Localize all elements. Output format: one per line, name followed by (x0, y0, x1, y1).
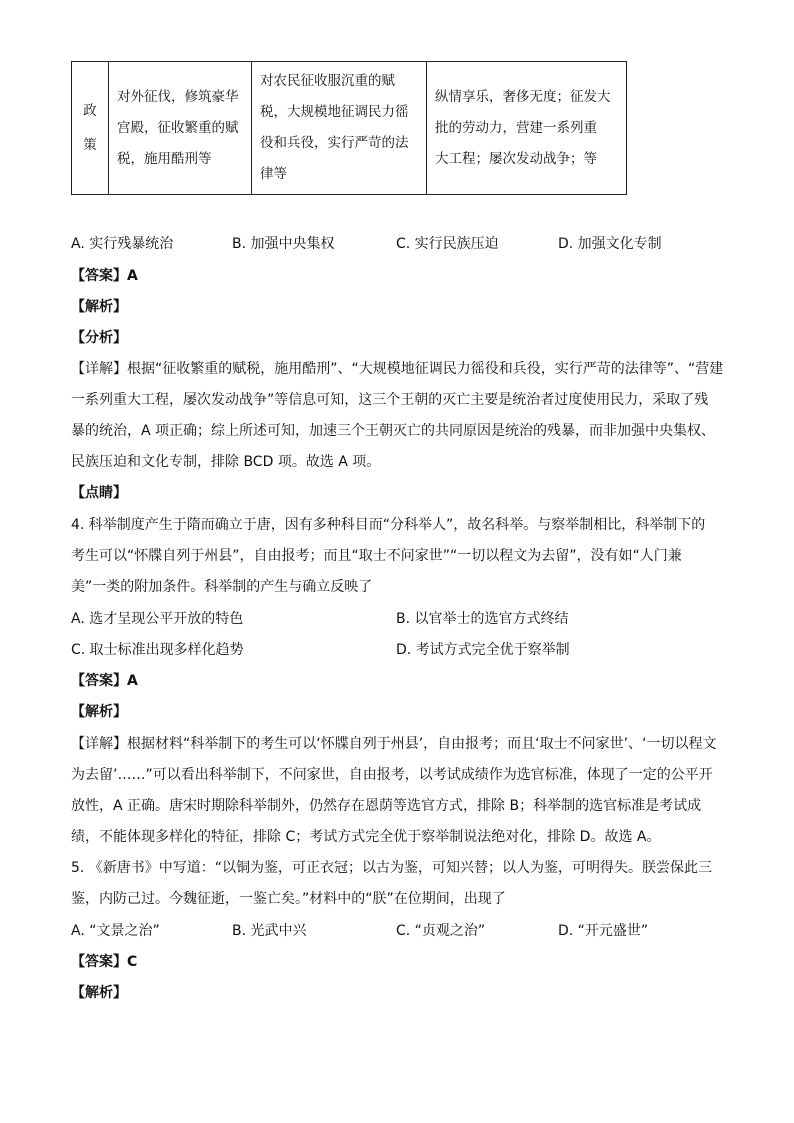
cell-line: 役和兵役，实行严苛的法 (260, 135, 409, 151)
header-char: 政 (83, 103, 97, 119)
q4-option-a: A. 选才呈现公平开放的特色 (71, 611, 244, 627)
cell-line: 对农民征收服沉重的赋 (260, 73, 395, 89)
q4-stem-line: 美”一类的附加条件。科举制的产生与确立反映了 (71, 579, 373, 595)
q5-option-b: B. 光武中兴 (232, 923, 307, 939)
cell-line: 宫殿，征收繁重的赋 (117, 119, 239, 136)
q3-detail-line: 民族压迫和文化专制，排除 BCD 项。故选 A 项。 (71, 454, 381, 470)
q5-option-c: C. “贞观之治” (396, 923, 486, 939)
q4-detail-line: 【详解】根据材料“科举制下的考生可以‘怀牒自列于州县’，自由报考；而且‘取士不问家世’、‘一切以程文 (71, 736, 717, 752)
q3-option-b: B. 加强中央集权 (232, 236, 335, 252)
table-cell (427, 62, 627, 195)
q5-answer: 【答案】C (71, 954, 138, 970)
q3-analysis-heading: 【解析】 (71, 299, 127, 315)
q3-option-c: C. 实行民族压迫 (396, 236, 499, 252)
q4-option-b: B. 以官举士的选官方式终结 (396, 611, 569, 627)
q5-stem-line: 鉴，内防己过。今魏征逝，一鉴亡矣。”材料中的“朕”在位期间，出现了 (71, 891, 506, 907)
cell-line: 税，大规模地征调民力徭 (260, 104, 409, 120)
q4-detail-line: 为去留’……”可以看出科举制下，不问家世，自由报考，以考试成绩作为选官标准，体现了一定的公平开 (71, 767, 713, 783)
table-header-cell (72, 62, 109, 195)
cell-line: 纵情享乐，奢侈无度；征发大 (435, 88, 611, 105)
cell-line: 大工程；屡次发动战争；等 (435, 150, 597, 167)
q3-option-a: A. 实行残暴统治 (71, 236, 174, 252)
policy-table (71, 61, 627, 195)
q3-dianjing-heading: 【点睛】 (71, 485, 127, 501)
q4-answer: 【答案】A (71, 673, 138, 689)
q4-stem-line: 4. 科举制度产生于隋而确立于唐，因有多种科目而“分科举人”，故名科举。与察举制相比，科举制下的 (71, 517, 706, 533)
cell-line: 批的劳动力，营建一系列重 (435, 119, 597, 136)
q4-analysis-heading: 【解析】 (71, 704, 127, 720)
table-row (72, 62, 627, 195)
q5-stem-line: 5. 《新唐书》中写道：“以铜为鉴，可正衣冠；以古为鉴，可知兴替；以人为鉴，可明得失。朕尝保此三 (71, 860, 713, 876)
q4-option-d: D. 考试方式完全优于察举制 (396, 642, 570, 658)
cell-line: 税，施用酷刑等 (117, 150, 212, 167)
cell-line: 对外征伐，修筑豪华 (117, 88, 239, 105)
cell-line: 律等 (260, 166, 287, 182)
q5-option-a: A. “文景之治” (71, 923, 160, 939)
q4-detail-line: 绩，不能体现多样化的特征，排除 C；考试方式完全优于察举制说法绝对化，排除 D。故选 A。 (71, 829, 661, 845)
q5-analysis-heading: 【解析】 (71, 985, 127, 1001)
q4-option-c: C. 取士标准出现多样化趋势 (71, 642, 244, 658)
table-cell (252, 62, 427, 195)
q4-detail-line: 放性，A 正确。唐宋时期除科举制外，仍然存在恩荫等选官方式，排除 B；科举制的选官标准是考试成 (71, 798, 702, 814)
q3-answer: 【答案】A (71, 268, 138, 284)
q3-fenxi-heading: 【分析】 (71, 330, 127, 346)
q3-detail-line: 一系列重大工程，屡次发动战争”等信息可知，这三个王朝的灭亡主要是统治者过度使用民力，采取了残 (71, 392, 709, 408)
q5-option-d: D. “开元盛世” (558, 923, 649, 939)
q4-stem-line: 考生可以“怀牒自列于州县”，自由报考；而且“取士不问家世”“一切以程文为去留”，没有如“人门兼 (71, 548, 682, 564)
header-char: 策 (83, 137, 97, 153)
q3-detail-line: 暴的统治，A 项正确；综上所述可知，加速三个王朝灭亡的共同原因是统治的残暴，而非加强中央集权、 (71, 423, 716, 439)
q3-detail-line: 【详解】根据“征收繁重的赋税，施用酷刑”、“大规模地征调民力徭役和兵役，实行严苛的法律等”、“营建 (71, 361, 724, 377)
q3-option-d: D. 加强文化专制 (558, 236, 662, 252)
table-cell (109, 62, 252, 195)
